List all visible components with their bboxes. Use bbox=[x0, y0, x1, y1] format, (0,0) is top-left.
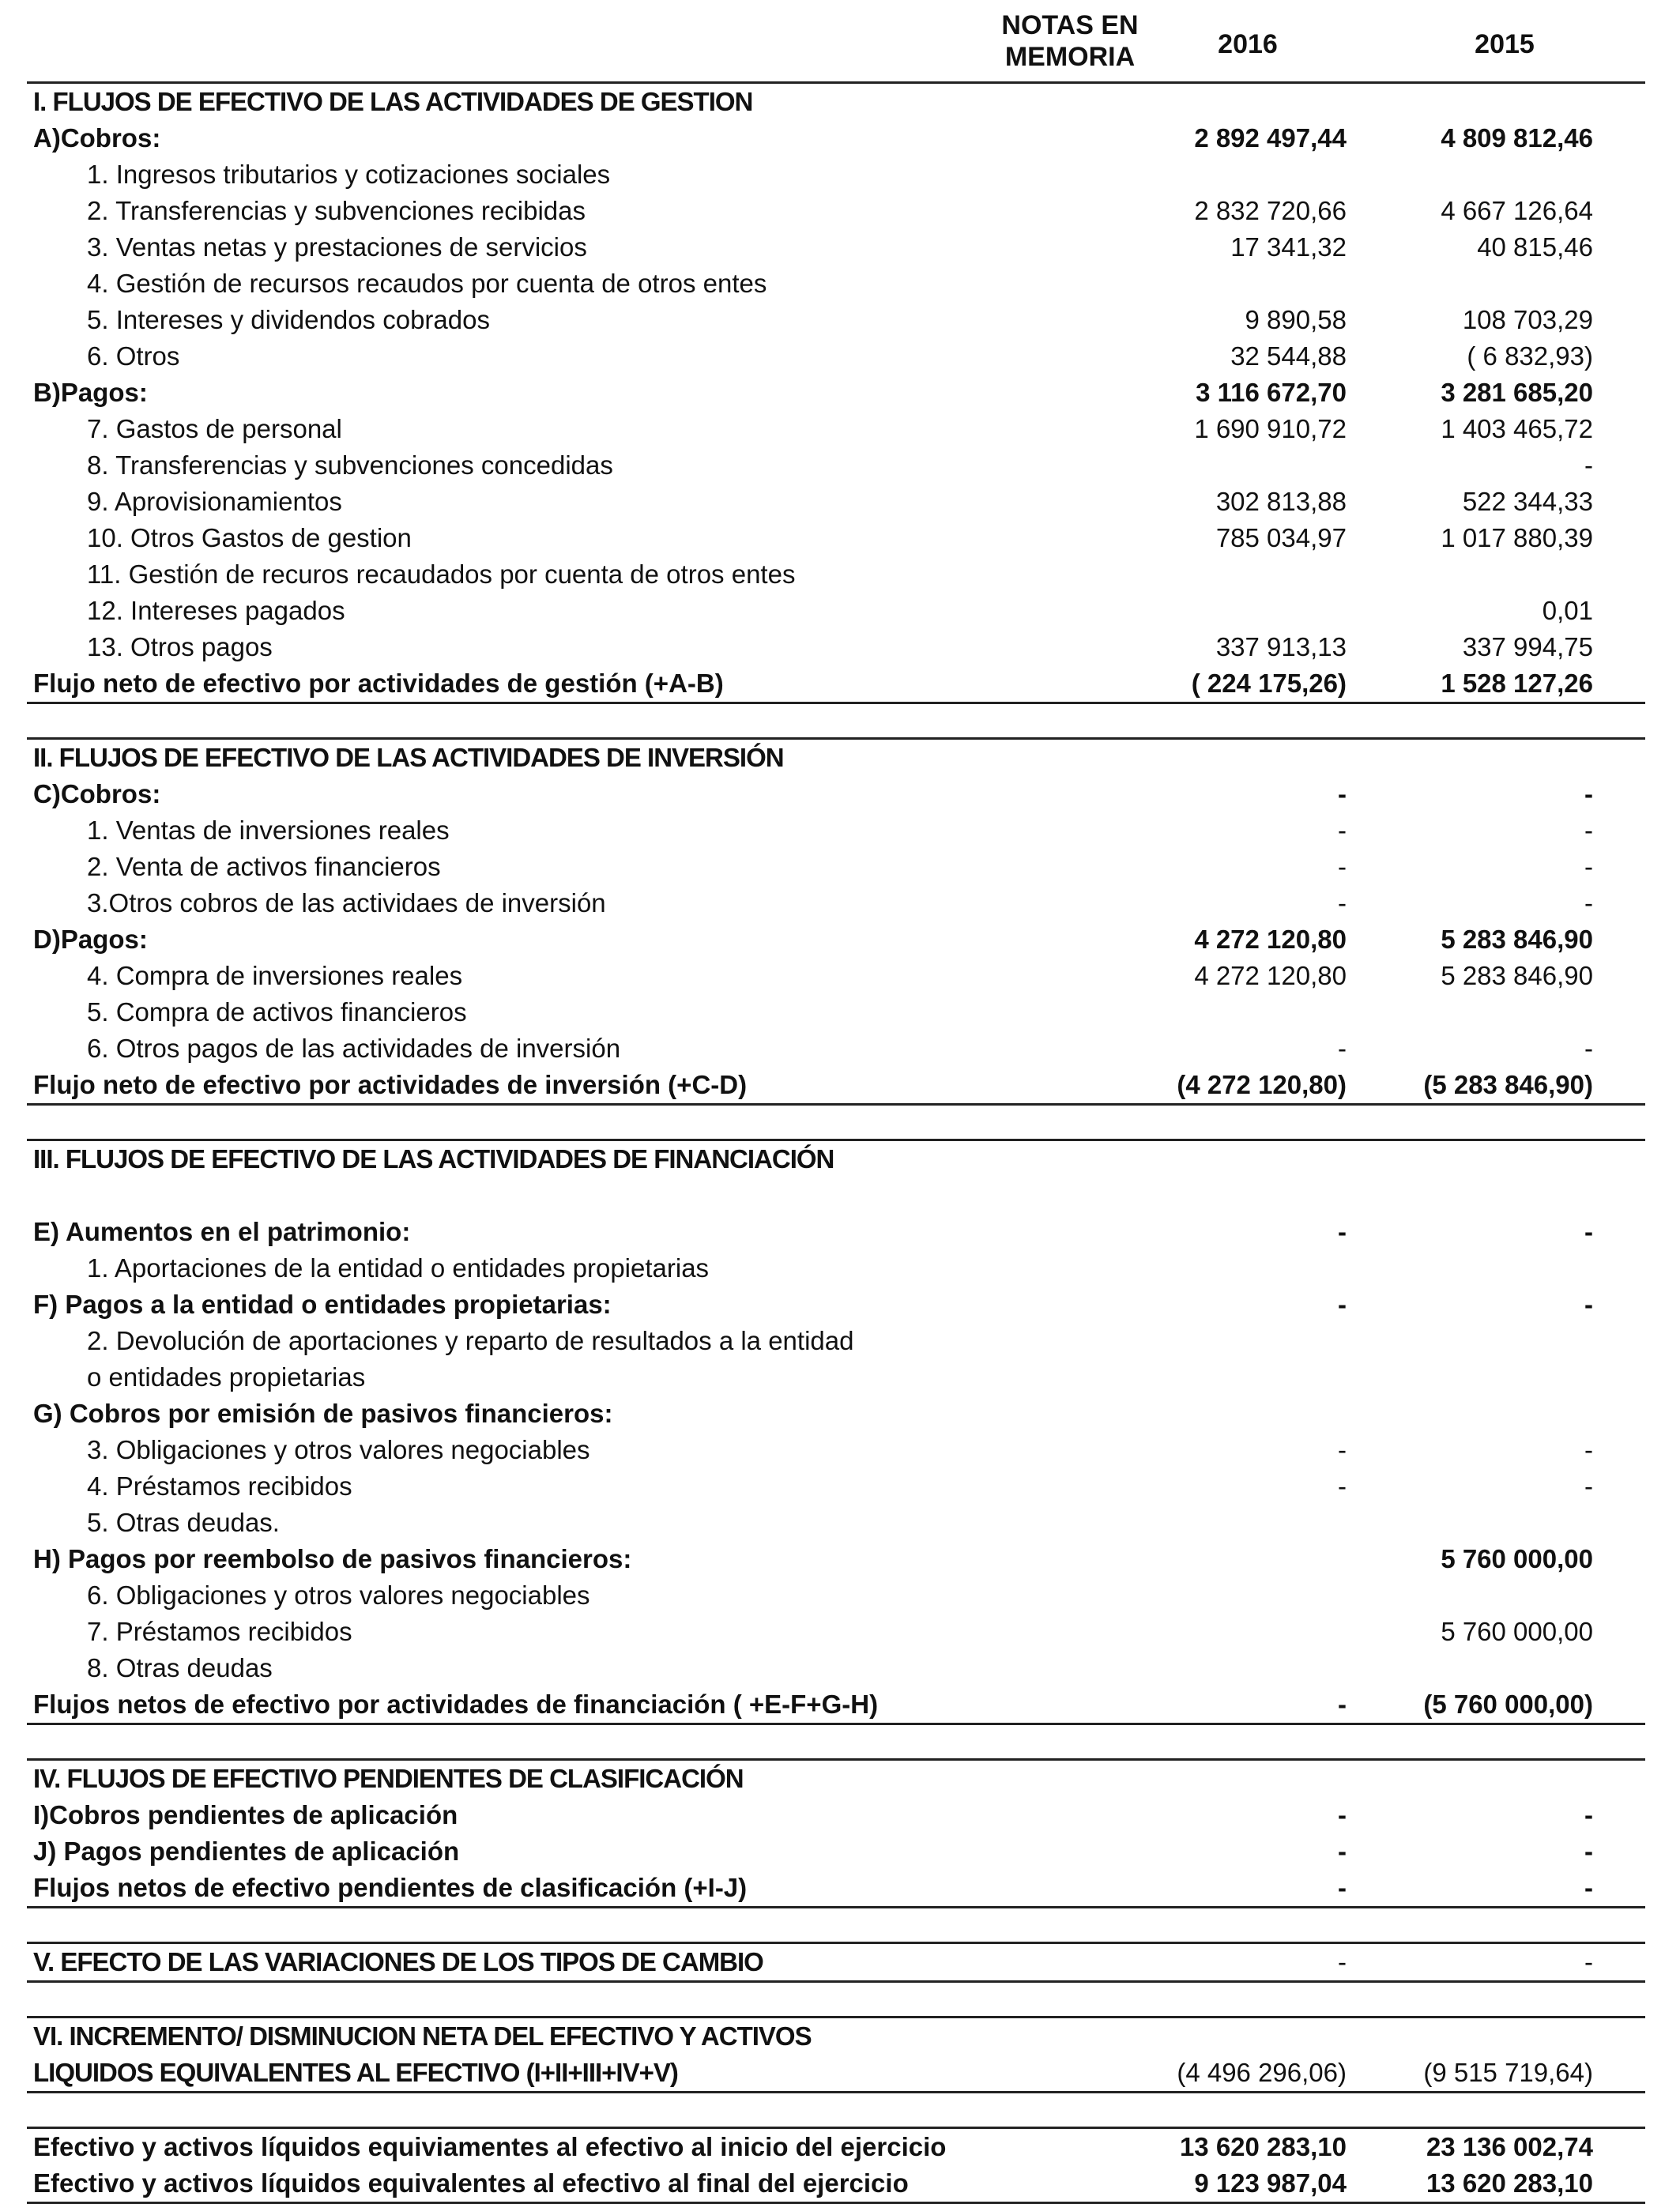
value-2015: - bbox=[1584, 1873, 1593, 1902]
value-2016: - bbox=[1338, 1947, 1347, 1976]
section-gap bbox=[27, 1908, 1645, 1942]
table-row bbox=[27, 229, 1645, 266]
value-2016: - bbox=[1338, 1435, 1347, 1464]
row-label: 10. Otros Gastos de gestion bbox=[87, 523, 412, 552]
value-2015: 4 667 126,64 bbox=[1441, 196, 1593, 225]
table-row bbox=[27, 1323, 1645, 1359]
subtotal-row bbox=[27, 1214, 1645, 1250]
value-2016: - bbox=[1338, 1800, 1347, 1829]
value-2016: - bbox=[1338, 816, 1347, 845]
subtotal-row bbox=[27, 921, 1645, 958]
row-label: F) Pagos a la entidad o entidades propietarias: bbox=[33, 1290, 612, 1319]
row-label: 8. Otras deudas bbox=[87, 1653, 273, 1682]
table-row bbox=[27, 1505, 1645, 1541]
section-gap bbox=[27, 1983, 1645, 2016]
value-2016: - bbox=[1338, 1471, 1347, 1501]
row-label: 7. Préstamos recibidos bbox=[87, 1617, 352, 1646]
value-2016: 1 690 910,72 bbox=[1194, 414, 1347, 443]
table-row bbox=[27, 1177, 1645, 1214]
value-2015: 1 528 127,26 bbox=[1441, 669, 1593, 698]
table-header bbox=[27, 6, 1645, 84]
row-label: Flujos netos de efectivo por actividades de financiación ( +E-F+G-H) bbox=[33, 1690, 879, 1719]
value-2015: (5 283 846,90) bbox=[1423, 1070, 1593, 1099]
value-2016: 9 123 987,04 bbox=[1194, 2168, 1347, 2198]
table-row bbox=[27, 1359, 1645, 1396]
table-row bbox=[27, 447, 1645, 484]
value-2015: - bbox=[1584, 1034, 1593, 1063]
row-label: 1. Ingresos tributarios y cotizaciones sociales bbox=[87, 160, 611, 189]
value-2016: - bbox=[1338, 1290, 1347, 1319]
section-gap bbox=[27, 2093, 1645, 2127]
table-row bbox=[27, 266, 1645, 302]
row-label: o entidades propietarias bbox=[87, 1362, 366, 1392]
value-2016: - bbox=[1338, 888, 1347, 917]
value-2016: - bbox=[1338, 1034, 1347, 1063]
statement-section bbox=[27, 1139, 1645, 1725]
value-2016: 337 913,13 bbox=[1215, 632, 1347, 661]
subtotal-row bbox=[27, 1541, 1645, 1577]
row-label: IV. FLUJOS DE EFECTIVO PENDIENTES DE CLASIFICACIÓN bbox=[33, 1764, 744, 1793]
row-label: III. FLUJOS DE EFECTIVO DE LAS ACTIVIDADES DE FINANCIACIÓN bbox=[33, 1144, 834, 1174]
table-row bbox=[27, 849, 1645, 885]
subtotal-row bbox=[27, 776, 1645, 812]
statement-section bbox=[27, 2127, 1645, 2204]
row-label: 3. Ventas netas y prestaciones de servicios bbox=[87, 232, 587, 262]
row-label: Flujos netos de efectivo pendientes de clasificación (+I-J) bbox=[33, 1873, 748, 1902]
section-heading-row bbox=[27, 740, 1645, 776]
row-label: Efectivo y activos líquidos equivalentes al efectivo al final del ejercicio bbox=[33, 2168, 909, 2198]
statement-section bbox=[27, 737, 1645, 1106]
row-label: II. FLUJOS DE EFECTIVO DE LAS ACTIVIDADES DE INVERSIÓN bbox=[33, 743, 784, 772]
value-2016: ( 224 175,26) bbox=[1191, 669, 1347, 698]
value-2016: - bbox=[1338, 1217, 1347, 1246]
value-2016: 13 620 283,10 bbox=[1179, 2132, 1347, 2161]
table-row bbox=[27, 1250, 1645, 1287]
cash-flow-statement bbox=[27, 6, 1645, 2204]
row-label: H) Pagos por reembolso de pasivos financieros: bbox=[33, 1544, 632, 1573]
statement-section bbox=[27, 1942, 1645, 1983]
value-2016: 2 832 720,66 bbox=[1194, 196, 1347, 225]
total-row bbox=[27, 1870, 1645, 1908]
row-label: 6. Obligaciones y otros valores negociables bbox=[87, 1580, 590, 1610]
row-label: I)Cobros pendientes de aplicación bbox=[33, 1800, 458, 1829]
table-row bbox=[27, 1030, 1645, 1067]
value-2016: - bbox=[1338, 1873, 1347, 1902]
table-row bbox=[27, 629, 1645, 665]
statement-section bbox=[27, 1758, 1645, 1908]
row-label: 11. Gestión de recuros recaudados por cuenta de otros entes bbox=[87, 559, 796, 589]
value-2015: - bbox=[1584, 816, 1593, 845]
table-row bbox=[27, 520, 1645, 556]
value-2015: - bbox=[1584, 852, 1593, 881]
row-label: Flujo neto de efectivo por actividades de gestión (+A-B) bbox=[33, 669, 724, 698]
value-2015: 5 283 846,90 bbox=[1441, 961, 1593, 990]
row-label: Flujo neto de efectivo por actividades de inversión (+C-D) bbox=[33, 1070, 748, 1099]
row-label: 2. Transferencias y subvenciones recibidas bbox=[87, 196, 586, 225]
row-label: 4. Préstamos recibidos bbox=[87, 1471, 352, 1501]
value-2015: 337 994,75 bbox=[1462, 632, 1593, 661]
row-label: 5. Compra de activos financieros bbox=[87, 997, 467, 1027]
value-2015: 13 620 283,10 bbox=[1426, 2168, 1593, 2198]
table-row bbox=[27, 885, 1645, 921]
section-heading-row bbox=[27, 2055, 1645, 2093]
value-2015: - bbox=[1584, 450, 1593, 480]
year-2015-header: 2015 bbox=[1475, 29, 1535, 59]
row-label: D)Pagos: bbox=[33, 925, 148, 954]
subtotal-row bbox=[27, 120, 1645, 156]
row-label: I. FLUJOS DE EFECTIVO DE LAS ACTIVIDADES DE GESTION bbox=[33, 87, 753, 116]
value-2015: 1 017 880,39 bbox=[1441, 523, 1593, 552]
table-row bbox=[27, 1468, 1645, 1505]
value-2015: - bbox=[1584, 1837, 1593, 1866]
value-2015: - bbox=[1584, 1290, 1593, 1319]
row-label: 7. Gastos de personal bbox=[87, 414, 342, 443]
table-row bbox=[27, 1432, 1645, 1468]
value-2015: (9 515 719,64) bbox=[1423, 2058, 1593, 2087]
value-2015: ( 6 832,93) bbox=[1467, 341, 1593, 371]
section-gap bbox=[27, 704, 1645, 737]
row-label: 4. Compra de inversiones reales bbox=[87, 961, 463, 990]
value-2016: - bbox=[1338, 1837, 1347, 1866]
statement-section bbox=[27, 2016, 1645, 2093]
value-2015: - bbox=[1584, 779, 1593, 808]
value-2015: - bbox=[1584, 1471, 1593, 1501]
value-2016: - bbox=[1338, 1690, 1347, 1719]
row-label: V. EFECTO DE LAS VARIACIONES DE LOS TIPOS DE CAMBIO bbox=[33, 1947, 763, 1976]
value-2016: - bbox=[1338, 852, 1347, 881]
table-row bbox=[27, 958, 1645, 994]
subtotal-row bbox=[27, 375, 1645, 411]
subtotal-row bbox=[27, 1396, 1645, 1432]
subtotal-row bbox=[27, 1287, 1645, 1323]
total-row bbox=[27, 1686, 1645, 1725]
table-row bbox=[27, 484, 1645, 520]
value-2016: (4 496 296,06) bbox=[1177, 2058, 1347, 2087]
row-label: E) Aumentos en el patrimonio: bbox=[33, 1217, 411, 1246]
value-2015: - bbox=[1584, 1947, 1593, 1976]
row-label: 6. Otros pagos de las actividades de inversión bbox=[87, 1034, 621, 1063]
value-2015: 5 760 000,00 bbox=[1441, 1617, 1593, 1646]
year-2016-header: 2016 bbox=[1218, 29, 1278, 59]
value-2015: 0,01 bbox=[1542, 596, 1593, 625]
value-2015: - bbox=[1584, 888, 1593, 917]
row-label: 1. Aportaciones de la entidad o entidades propietarias bbox=[87, 1253, 710, 1283]
table-row bbox=[27, 1650, 1645, 1686]
row-label: 8. Transferencias y subvenciones concedidas bbox=[87, 450, 613, 480]
row-label: 9. Aprovisionamientos bbox=[87, 487, 342, 516]
row-label: 2. Devolución de aportaciones y reparto de resultados a la entidad bbox=[87, 1326, 854, 1355]
value-2016: 785 034,97 bbox=[1215, 523, 1347, 552]
row-label: 3.Otros cobros de las actividaes de inversión bbox=[87, 888, 606, 917]
section-heading-row bbox=[27, 84, 1645, 120]
value-2015: 23 136 002,74 bbox=[1426, 2132, 1593, 2161]
section-heading-row bbox=[27, 2018, 1645, 2055]
table-row bbox=[27, 994, 1645, 1030]
row-label: 6. Otros bbox=[87, 341, 180, 371]
section-gap bbox=[27, 1725, 1645, 1758]
value-2016: 3 116 672,70 bbox=[1196, 378, 1347, 407]
section-heading-row bbox=[27, 1761, 1645, 1797]
row-label: LIQUIDOS EQUIVALENTES AL EFECTIVO (I+II+III+IV+V) bbox=[33, 2058, 678, 2087]
total-row bbox=[27, 2165, 1645, 2204]
table-row bbox=[27, 1577, 1645, 1614]
row-label: 4. Gestión de recursos recaudos por cuenta de otros entes bbox=[87, 269, 767, 298]
value-2015: 40 815,46 bbox=[1477, 232, 1593, 262]
value-2016: 4 272 120,80 bbox=[1194, 961, 1347, 990]
value-2015: - bbox=[1584, 1435, 1593, 1464]
table-row bbox=[27, 156, 1645, 193]
value-2015: 1 403 465,72 bbox=[1441, 414, 1593, 443]
row-label: 3. Obligaciones y otros valores negociables bbox=[87, 1435, 590, 1464]
table-row bbox=[27, 302, 1645, 338]
section-heading-row bbox=[27, 1944, 1645, 1983]
value-2016: 32 544,88 bbox=[1230, 341, 1347, 371]
value-2016: 2 892 497,44 bbox=[1194, 123, 1347, 153]
row-label: 2. Venta de activos financieros bbox=[87, 852, 441, 881]
value-2016: 9 890,58 bbox=[1245, 305, 1347, 334]
value-2015: 108 703,29 bbox=[1462, 305, 1593, 334]
row-label: A)Cobros: bbox=[33, 123, 161, 153]
value-2015: 522 344,33 bbox=[1462, 487, 1593, 516]
subtotal-row bbox=[27, 1833, 1645, 1870]
row-label: G) Cobros por emisión de pasivos financieros: bbox=[33, 1399, 613, 1428]
value-2015: - bbox=[1584, 1800, 1593, 1829]
notas-header-line2: MEMORIA bbox=[1004, 42, 1136, 72]
total-row bbox=[27, 665, 1645, 704]
total-row bbox=[27, 2129, 1645, 2165]
row-label: J) Pagos pendientes de aplicación bbox=[33, 1837, 460, 1866]
row-label: 13. Otros pagos bbox=[87, 632, 273, 661]
total-row bbox=[27, 1067, 1645, 1106]
table-row bbox=[27, 411, 1645, 447]
section-gap bbox=[27, 1106, 1645, 1139]
value-2015: 4 809 812,46 bbox=[1441, 123, 1593, 153]
section-heading-row bbox=[27, 1141, 1645, 1177]
row-label: 12. Intereses pagados bbox=[87, 596, 345, 625]
table-row bbox=[27, 338, 1645, 375]
row-label: C)Cobros: bbox=[33, 779, 161, 808]
value-2016: 302 813,88 bbox=[1215, 487, 1347, 516]
row-label: Efectivo y activos líquidos equiviamentes al efectivo al inicio del ejercicio bbox=[33, 2132, 947, 2161]
value-2015: 5 283 846,90 bbox=[1441, 925, 1593, 954]
table-row bbox=[27, 1614, 1645, 1650]
value-2016: - bbox=[1338, 779, 1347, 808]
value-2016: 17 341,32 bbox=[1230, 232, 1347, 262]
notas-header-line1: NOTAS EN bbox=[1001, 10, 1139, 40]
row-label: 5. Otras deudas. bbox=[87, 1508, 280, 1537]
subtotal-row bbox=[27, 1797, 1645, 1833]
row-label: B)Pagos: bbox=[33, 378, 148, 407]
row-label: 5. Intereses y dividendos cobrados bbox=[87, 305, 490, 334]
value-2016: 4 272 120,80 bbox=[1194, 925, 1347, 954]
table-row bbox=[27, 193, 1645, 229]
statement-body bbox=[27, 84, 1645, 2204]
value-2015: (5 760 000,00) bbox=[1423, 1690, 1593, 1719]
value-2015: - bbox=[1584, 1217, 1593, 1246]
value-2015: 3 281 685,20 bbox=[1441, 378, 1593, 407]
row-label: 1. Ventas de inversiones reales bbox=[87, 816, 450, 845]
table-row bbox=[27, 812, 1645, 849]
statement-section bbox=[27, 84, 1645, 704]
table-row bbox=[27, 556, 1645, 593]
value-2015: 5 760 000,00 bbox=[1441, 1544, 1593, 1573]
row-label: VI. INCREMENTO/ DISMINUCION NETA DEL EFECTIVO Y ACTIVOS bbox=[33, 2021, 812, 2051]
table-row bbox=[27, 593, 1645, 629]
value-2016: (4 272 120,80) bbox=[1177, 1070, 1347, 1099]
